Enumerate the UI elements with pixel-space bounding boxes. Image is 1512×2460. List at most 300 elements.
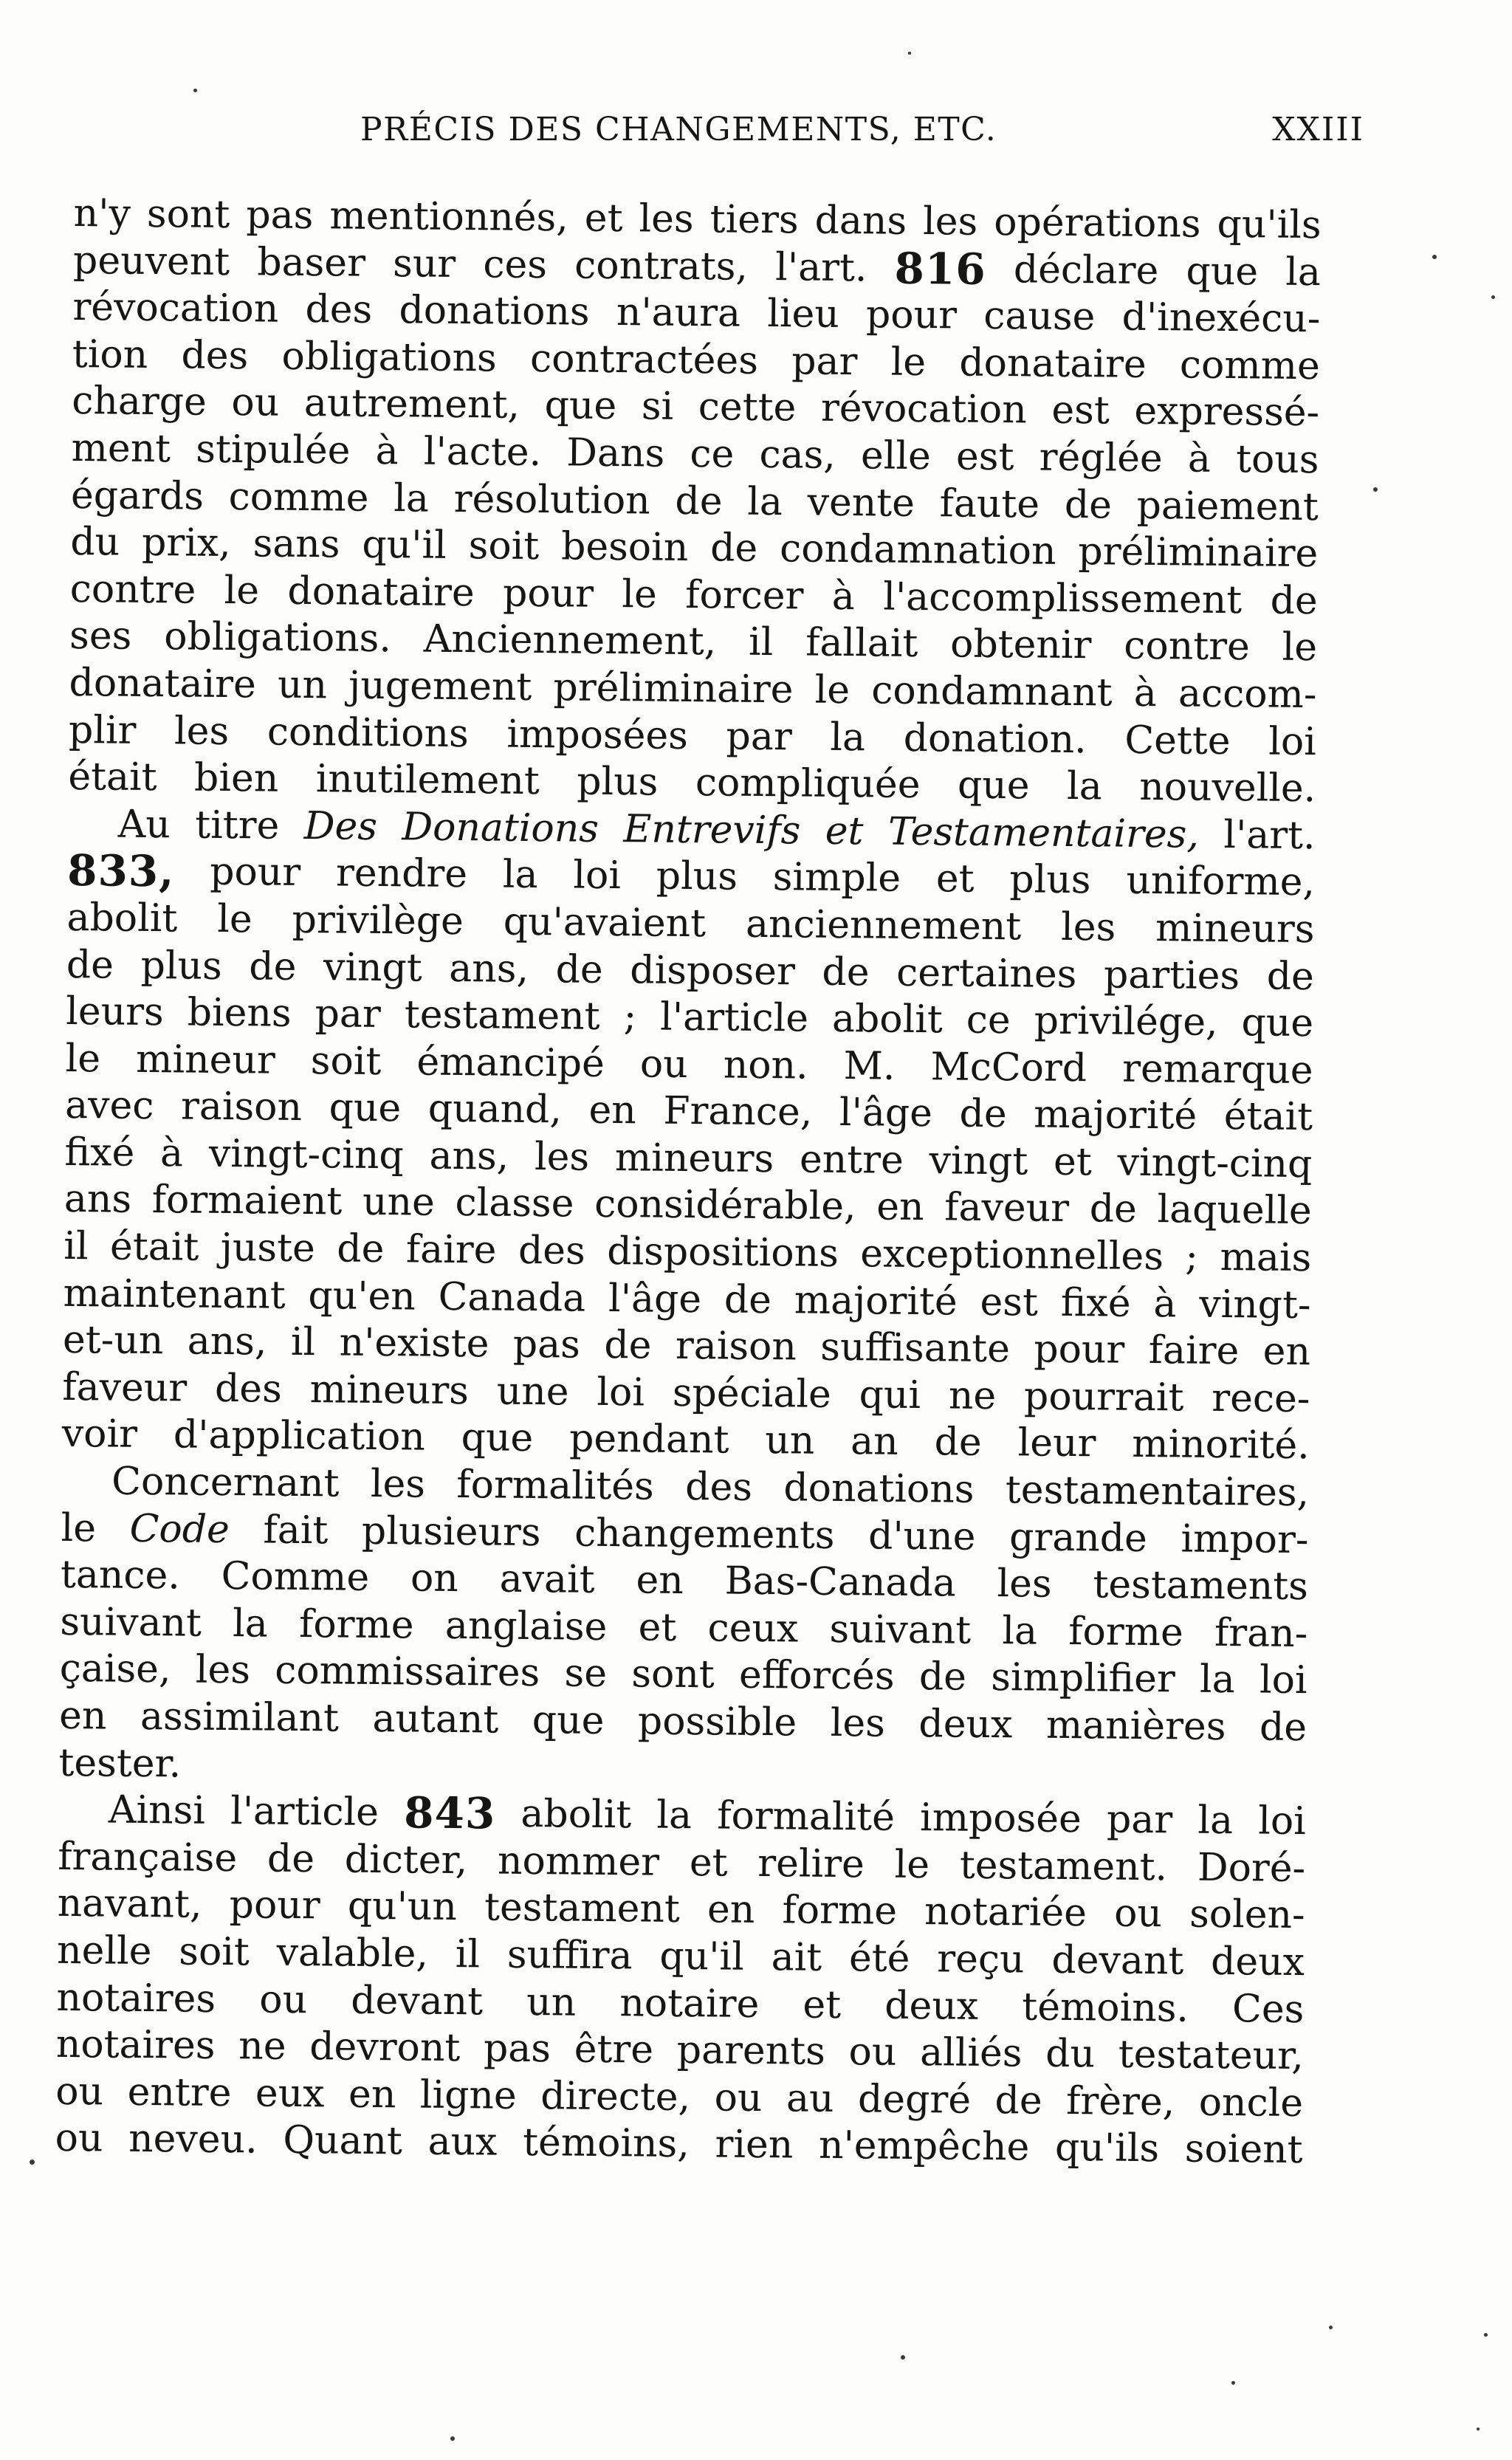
word: vingt-cinq — [1117, 1140, 1313, 1187]
word: qu'ils — [1217, 202, 1322, 248]
word: de — [1270, 578, 1318, 623]
word: Ces — [1231, 1986, 1305, 2032]
word: de — [1259, 1705, 1307, 1750]
word: ans, — [429, 1133, 509, 1179]
word: française — [58, 1834, 238, 1881]
page-header — [360, 111, 1364, 155]
word: mineurs — [614, 1135, 774, 1182]
word: raison — [180, 1084, 303, 1130]
word: notariée — [924, 1889, 1087, 1936]
word: pendant — [568, 1416, 729, 1463]
word: nommer — [497, 1838, 660, 1885]
word: de — [822, 949, 870, 994]
word: privilège — [292, 897, 464, 944]
word: n'y — [73, 190, 131, 236]
word: révocation — [820, 386, 1028, 433]
word: de — [709, 526, 758, 571]
word: dans — [814, 198, 907, 244]
word: qui — [859, 1372, 921, 1418]
word: les — [1060, 904, 1116, 950]
word: navant, — [57, 1881, 202, 1928]
word: qu'il — [659, 1934, 745, 1979]
word: vingt-cinq — [208, 1131, 404, 1178]
word: donataire — [69, 660, 257, 707]
word: fran- — [1214, 1610, 1308, 1656]
word: la — [1197, 1798, 1234, 1844]
word: donations — [783, 1466, 975, 1512]
word: des — [305, 287, 373, 333]
word: certaines — [896, 950, 1077, 997]
word: sont — [146, 191, 230, 238]
word: impor- — [1181, 1516, 1309, 1562]
word: de — [604, 1323, 652, 1368]
word: la — [232, 1601, 269, 1646]
word: simplifier — [990, 1655, 1176, 1702]
word: forme — [298, 1601, 414, 1648]
word: ait — [771, 1935, 822, 1980]
word: inutilement — [315, 757, 540, 804]
word: rien — [715, 2122, 794, 2168]
word: M. — [843, 1043, 896, 1089]
word: vingt — [323, 944, 422, 991]
word: Cette — [1124, 718, 1231, 763]
word: notaire — [619, 1980, 760, 2027]
word: en — [588, 1088, 637, 1133]
word: ans — [63, 1177, 132, 1223]
word: privilége, — [1034, 998, 1218, 1045]
word: fixé — [64, 1130, 135, 1175]
word: des — [181, 333, 249, 379]
word: avait — [499, 1556, 595, 1603]
word: ans, — [449, 946, 529, 992]
word: vente — [807, 480, 915, 526]
word: le — [1282, 625, 1318, 670]
word: émancipé — [416, 1040, 605, 1086]
word: à — [1187, 436, 1212, 481]
word: testament — [484, 1885, 681, 1932]
word: an — [850, 1419, 899, 1465]
word: au — [786, 2076, 834, 2121]
word: que — [461, 1415, 534, 1461]
word: que — [329, 1085, 402, 1131]
word: de — [1089, 1186, 1138, 1232]
word: anglaise — [444, 1603, 608, 1649]
word: ligne — [419, 2072, 517, 2118]
word: contre — [1124, 624, 1251, 670]
word: le — [894, 1842, 930, 1888]
word: obligations — [281, 334, 497, 381]
word: de — [918, 1655, 967, 1700]
word: qu'en — [308, 1273, 416, 1319]
word: Bas-Canada — [724, 1559, 956, 1606]
word: abolit — [66, 895, 178, 941]
running-title: PRÉCIS DES CHANGEMENTS, ETC. — [360, 111, 997, 148]
word: Quant — [283, 2118, 403, 2164]
word: faire — [405, 1227, 497, 1273]
word: accom- — [1178, 671, 1317, 718]
word: est — [1051, 388, 1110, 433]
word: oncle — [1198, 2080, 1304, 2126]
word: forme — [1068, 1609, 1184, 1655]
word: qu'avaient — [503, 899, 707, 946]
word: Au — [117, 802, 171, 848]
word: les — [830, 1700, 886, 1746]
word: les — [534, 1134, 590, 1180]
word: baser — [257, 239, 366, 286]
article-number: 833, — [66, 845, 175, 897]
word: ou — [55, 2069, 104, 2114]
word: ce — [690, 431, 735, 477]
word: la — [1002, 1608, 1038, 1654]
word: sont — [631, 1652, 715, 1697]
word: de — [249, 944, 297, 989]
word: des — [518, 1228, 586, 1274]
word: et — [1053, 1139, 1093, 1185]
word: degré — [857, 2077, 972, 2123]
word: ne — [948, 1373, 997, 1418]
word: maintenant — [63, 1271, 286, 1318]
word: laquelle — [1157, 1187, 1313, 1234]
word: devant — [350, 1978, 484, 2024]
word: n'aura — [616, 290, 741, 336]
page-number: XXIII — [1272, 111, 1364, 148]
word: avec — [64, 1083, 154, 1129]
word: une — [496, 1369, 569, 1415]
word: valable, — [276, 1930, 429, 1976]
word: à — [375, 428, 399, 474]
word: biens — [187, 990, 292, 1036]
word: neveu. — [128, 2117, 258, 2162]
word: besoin — [560, 524, 689, 571]
word: aux — [427, 2120, 498, 2165]
word: pas — [246, 193, 314, 238]
word: disposer — [630, 947, 796, 994]
word: faire — [1148, 1328, 1240, 1374]
word: se — [564, 1651, 608, 1697]
word: le — [622, 571, 658, 617]
word: autrement, — [303, 381, 520, 428]
word: déclare — [1013, 247, 1159, 293]
word: le — [61, 1505, 97, 1550]
word: par — [315, 992, 382, 1037]
word: directe, — [540, 2073, 691, 2120]
word: de — [1064, 482, 1113, 528]
word: d'inexécu- — [1121, 295, 1321, 342]
word: considérable, — [594, 1182, 856, 1229]
word: testateur, — [1118, 2032, 1305, 2079]
word: le — [890, 340, 927, 385]
word: stipulée — [196, 427, 351, 473]
word: parents — [676, 2028, 826, 2075]
word: manières — [1045, 1703, 1226, 1750]
word: loi — [1257, 1798, 1307, 1844]
word: une — [362, 1180, 436, 1226]
word: anciennement — [745, 901, 1022, 949]
word: rendre — [335, 851, 468, 897]
word: pas — [483, 2026, 551, 2072]
word: ou — [231, 380, 280, 426]
word: et — [584, 196, 623, 241]
word: assimilant — [140, 1694, 340, 1741]
word: comme — [228, 474, 369, 520]
word: et — [803, 1982, 842, 2027]
word: possible — [637, 1699, 797, 1745]
word: un — [526, 1979, 577, 2025]
word: un — [765, 1418, 815, 1464]
word: ces — [483, 241, 548, 287]
word: en — [58, 1693, 107, 1739]
word: l'article — [659, 994, 809, 1041]
word: ou — [714, 2075, 763, 2120]
word: tiers — [709, 197, 799, 243]
word: donations — [399, 288, 590, 334]
word: résolution — [453, 476, 650, 523]
word: préliminaire — [1078, 529, 1319, 577]
word: frère, — [1065, 2078, 1175, 2125]
word: et — [638, 1605, 677, 1650]
word: paiement — [1136, 483, 1319, 529]
article-number: 843 — [403, 1787, 496, 1839]
word: à — [1153, 1281, 1177, 1327]
word: préliminaire — [553, 665, 794, 712]
word: de — [66, 942, 114, 988]
word: charge — [71, 379, 207, 425]
word: efforcés — [738, 1653, 895, 1700]
word: plir — [68, 707, 137, 753]
word: leurs — [66, 989, 165, 1035]
word: ; — [1185, 1234, 1199, 1279]
word: plus — [1009, 857, 1091, 903]
word: mais — [1220, 1235, 1312, 1281]
word: peuvent — [72, 238, 230, 284]
word: contrats, — [574, 243, 749, 289]
word: par — [791, 339, 858, 384]
word: fixé — [1060, 1280, 1131, 1326]
word: de — [675, 478, 723, 524]
word: ne — [238, 2024, 286, 2069]
word: majorité — [1033, 1092, 1197, 1138]
word: l'âge — [839, 1090, 933, 1136]
word: donation. — [903, 715, 1087, 762]
word: testament. — [959, 1843, 1168, 1890]
word: pour — [1034, 1327, 1125, 1372]
word: en — [348, 2072, 396, 2117]
word: conditions — [267, 710, 470, 756]
word: devront — [309, 2024, 461, 2071]
word: témoins. — [1022, 1985, 1189, 2031]
word: classe — [455, 1181, 574, 1227]
word: vingt- — [1198, 1282, 1311, 1327]
word: suivant — [829, 1607, 972, 1653]
word: contre — [69, 566, 196, 613]
word: donataire — [959, 340, 1147, 387]
word: égards — [70, 473, 205, 519]
word: si — [641, 384, 674, 430]
word: l'article — [230, 1789, 379, 1835]
word: deux — [884, 1983, 979, 2029]
word: sans — [252, 521, 340, 567]
word: plus — [140, 943, 222, 989]
word: mentionnés, — [329, 193, 569, 241]
word: tous — [1235, 437, 1319, 483]
word: en — [636, 1558, 684, 1604]
word: faute — [939, 481, 1040, 527]
word: d'application — [173, 1412, 426, 1460]
word: uniforme, — [1126, 859, 1316, 905]
word: minorité. — [1132, 1422, 1310, 1468]
word: devant — [1051, 1937, 1184, 1984]
word: obtenir — [949, 622, 1092, 668]
word: l'art. — [774, 244, 867, 290]
word: abolit — [520, 1792, 632, 1838]
word: Code — [129, 1506, 230, 1552]
word: obligations. — [163, 614, 392, 662]
word: que — [544, 383, 617, 429]
word: tion — [72, 331, 148, 377]
word: commissaires — [274, 1649, 540, 1696]
word: France, — [663, 1089, 813, 1135]
word: prix, — [141, 520, 232, 566]
word: n'empêche — [818, 2123, 1030, 2170]
word: suivant — [60, 1599, 202, 1646]
word: mineur — [135, 1037, 276, 1083]
word: la — [656, 1793, 693, 1838]
word: la — [1285, 250, 1322, 295]
word: n'existe — [339, 1320, 489, 1367]
word: l'acte. — [423, 429, 542, 475]
word: des — [214, 1366, 283, 1412]
word: eux — [255, 2071, 325, 2117]
word: de — [1266, 954, 1315, 999]
body-text — [55, 190, 1322, 2174]
word: et — [825, 808, 864, 854]
word: la — [393, 475, 430, 521]
word: elle — [860, 433, 932, 479]
word: condamnant — [870, 668, 1113, 715]
word: il — [290, 1320, 316, 1365]
word: et-un — [62, 1318, 164, 1364]
word: solen- — [1189, 1892, 1305, 1938]
word: simple — [772, 855, 901, 901]
word: remarque — [1121, 1046, 1313, 1093]
word: les — [195, 1648, 251, 1693]
word: soit — [179, 1929, 250, 1975]
word: les — [370, 1461, 426, 1507]
word: raison — [675, 1324, 797, 1370]
word: il — [455, 1932, 481, 1977]
word: l'art. — [1223, 812, 1316, 858]
word: non. — [723, 1042, 808, 1088]
word: que — [532, 1698, 605, 1743]
word: en — [876, 1184, 924, 1230]
word: entre — [799, 1137, 904, 1183]
word: plus — [656, 853, 738, 899]
word: pourrait — [1023, 1374, 1184, 1420]
word: à — [831, 574, 856, 619]
word: du — [1045, 2031, 1096, 2077]
word: était — [68, 755, 157, 800]
word: formaient — [151, 1178, 343, 1225]
word: faveur — [944, 1185, 1070, 1231]
word: dispositions — [606, 1229, 839, 1277]
word: notaires — [56, 1975, 216, 2021]
word: le — [65, 1036, 101, 1082]
word: ses — [69, 614, 132, 659]
word: il — [63, 1223, 89, 1269]
word: alliés — [919, 2030, 1023, 2076]
word: vingt — [929, 1138, 1028, 1184]
word: imposée — [919, 1796, 1082, 1842]
word: ou — [848, 2030, 897, 2075]
word: loi — [1259, 1657, 1307, 1703]
word: ou — [1113, 1892, 1163, 1937]
word: par — [726, 714, 793, 759]
word: révocation — [72, 285, 279, 331]
word: soit — [310, 1038, 382, 1084]
word: de — [555, 946, 604, 992]
word: était — [1223, 1094, 1313, 1140]
word: réglée — [1039, 435, 1164, 481]
word: testamentaires, — [1005, 1468, 1310, 1516]
word: entre — [127, 2069, 232, 2115]
word: de — [337, 1226, 385, 1272]
word: deux — [1210, 1939, 1305, 1985]
word: soient — [1184, 2126, 1303, 2173]
word: expressé- — [1134, 389, 1320, 436]
word: la — [1066, 764, 1103, 809]
word: que — [957, 763, 1030, 808]
word: que — [1241, 1000, 1314, 1046]
word: mineurs — [1155, 906, 1315, 952]
word: est — [955, 434, 1014, 480]
word: du — [70, 520, 120, 565]
word: des — [684, 1465, 753, 1510]
word: Des — [303, 803, 378, 849]
word: notaires — [55, 2022, 216, 2069]
word: que — [1186, 249, 1259, 294]
word: juste — [220, 1226, 316, 1271]
word: imposées — [506, 712, 689, 758]
word: donataire — [287, 568, 475, 615]
word: et — [689, 1840, 728, 1886]
word: parties — [1103, 952, 1240, 998]
word: soit — [468, 523, 540, 569]
word: pour — [502, 571, 594, 616]
word: de — [994, 2078, 1042, 2123]
word: bien — [193, 755, 279, 801]
word: relire — [757, 1841, 865, 1887]
word: Entrevifs — [623, 806, 801, 853]
word: de — [934, 1420, 982, 1466]
word: comme — [1179, 343, 1321, 388]
word: être — [574, 2027, 654, 2072]
word: pas — [512, 1322, 581, 1367]
word: titre — [195, 803, 280, 848]
word: en — [707, 1887, 755, 1933]
word: Dans — [566, 430, 665, 476]
word: voir — [61, 1412, 138, 1457]
word: ; — [623, 994, 637, 1040]
word: qu'un — [347, 1884, 458, 1930]
word: on — [410, 1556, 459, 1601]
word: rece- — [1211, 1375, 1310, 1421]
word: de — [267, 1836, 315, 1882]
word: cette — [698, 385, 797, 430]
word: dicter, — [344, 1837, 468, 1883]
word: grande — [1008, 1514, 1148, 1561]
word: la — [502, 852, 538, 898]
word: Canada — [438, 1274, 586, 1321]
